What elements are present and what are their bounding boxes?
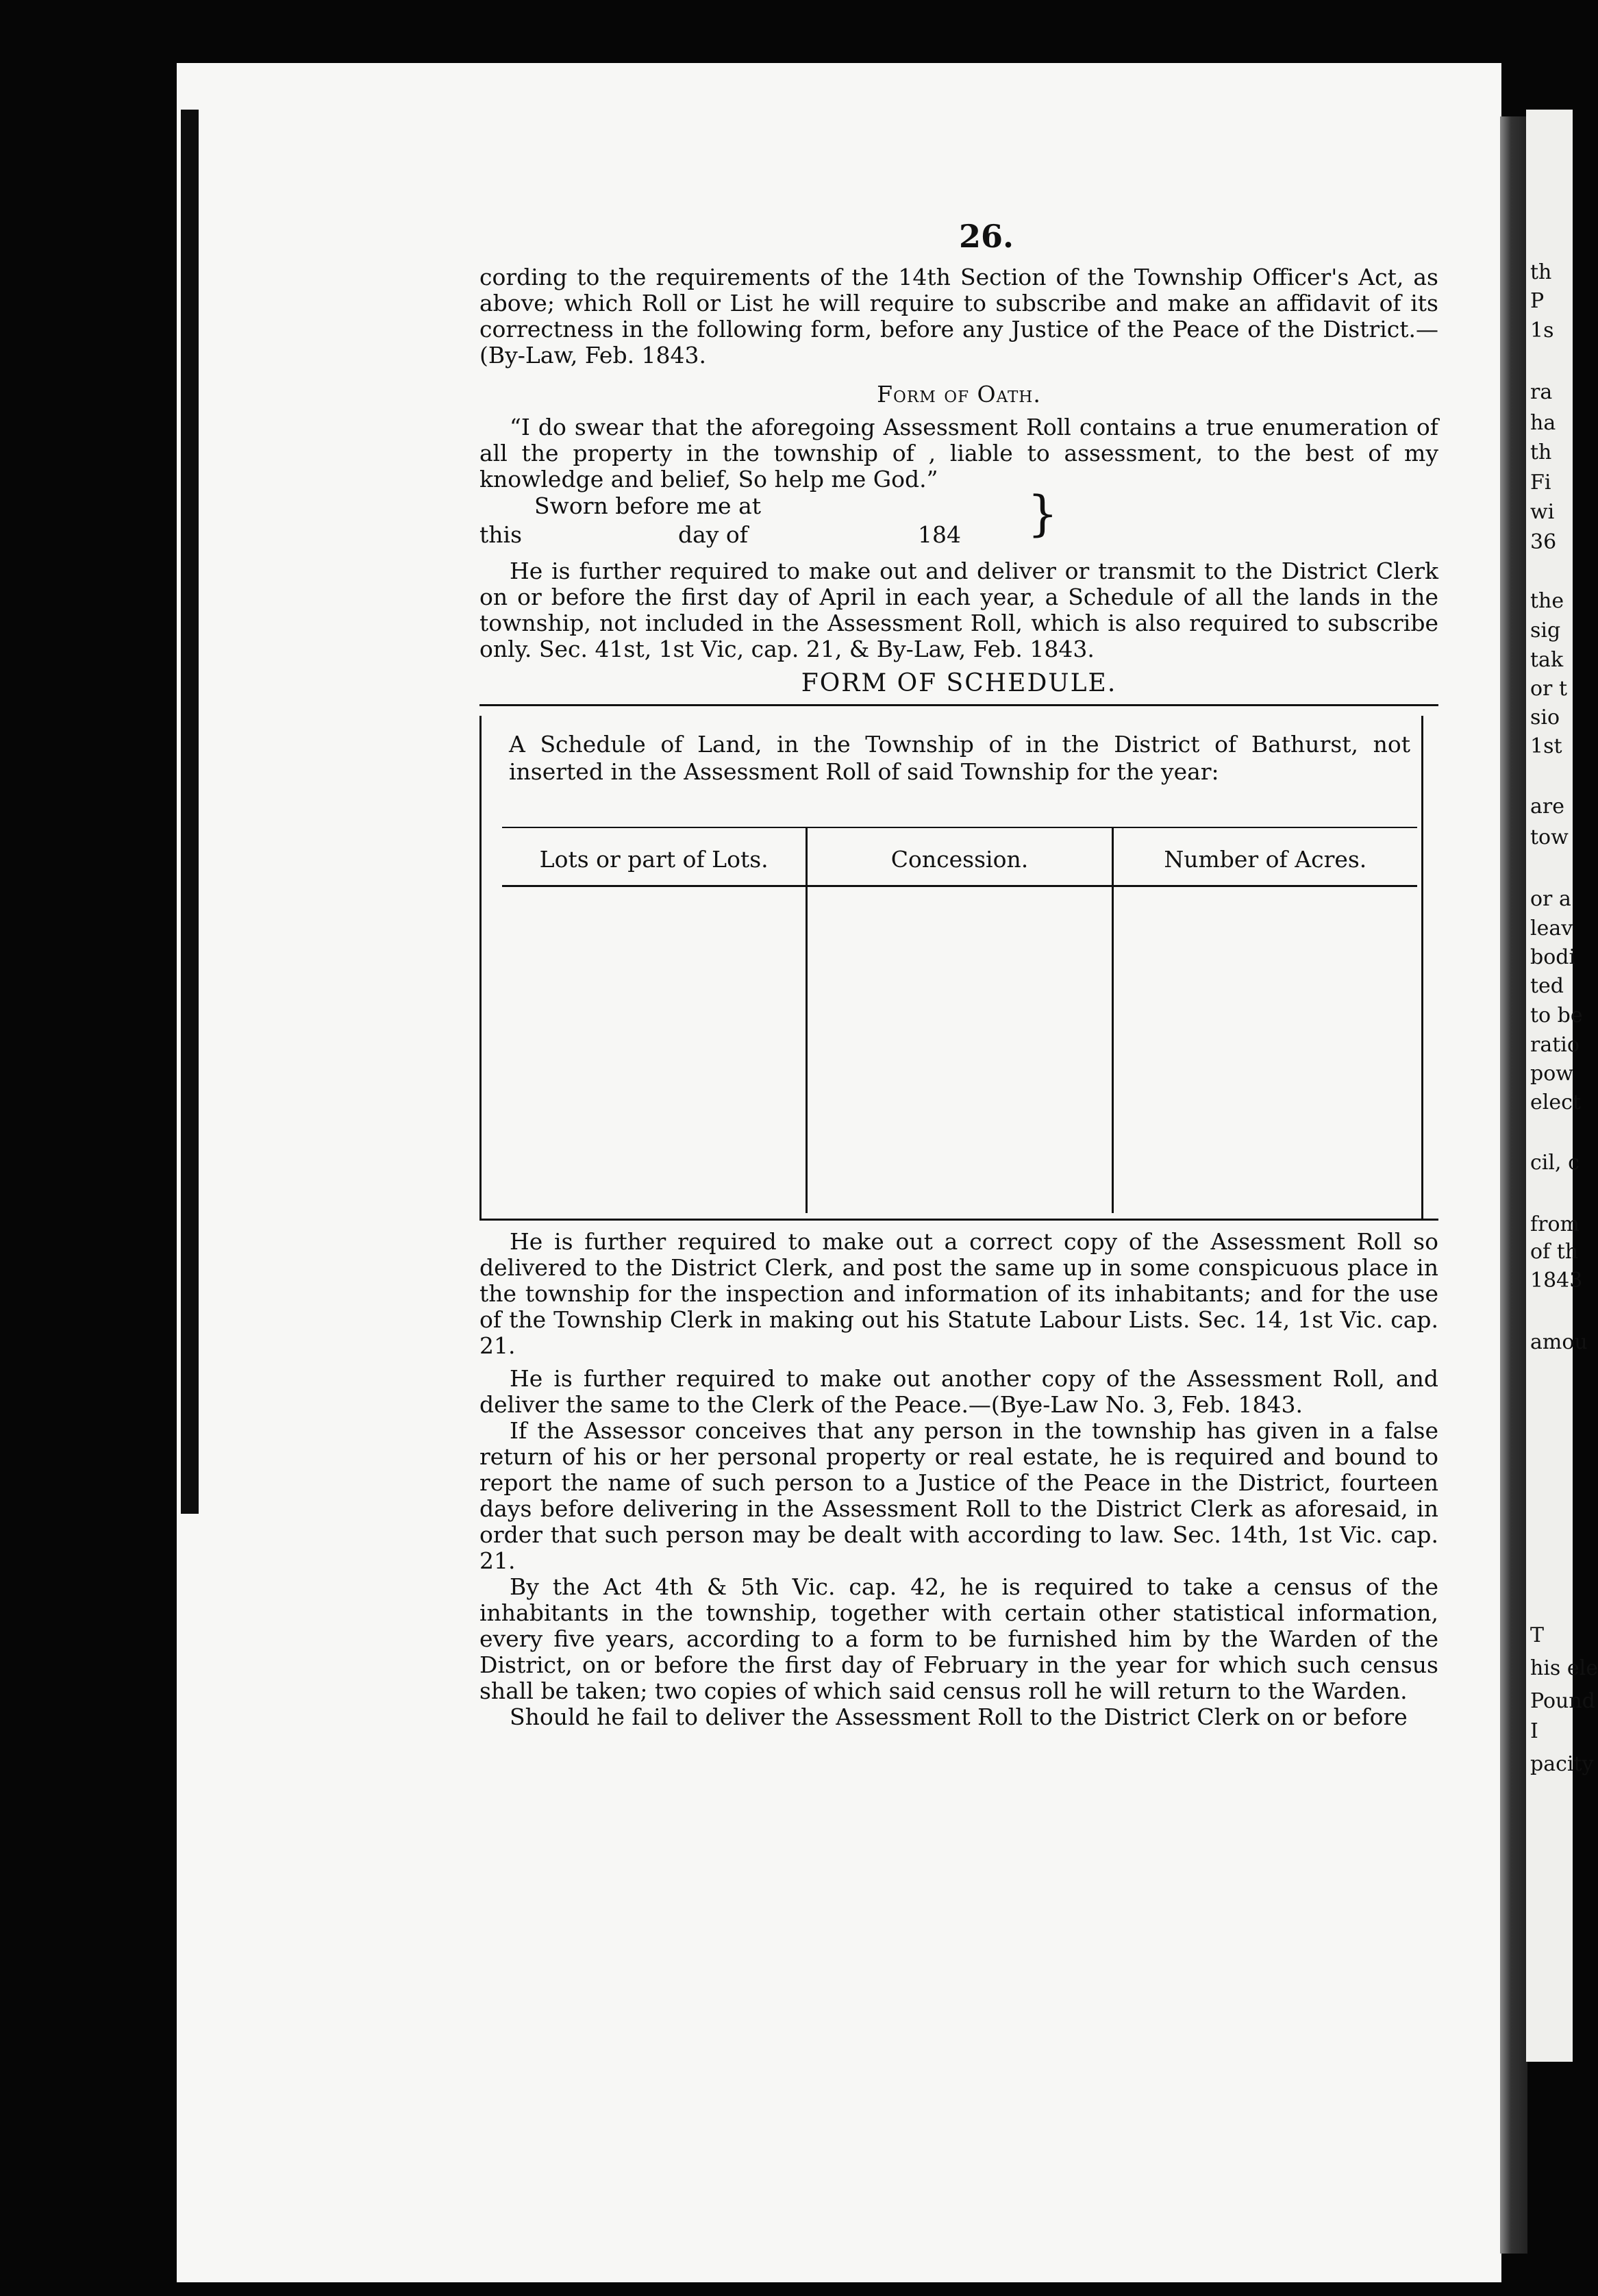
year-label: 184 bbox=[918, 521, 961, 548]
schedule-caption: A Schedule of Land, in the Township of in the District of Bathurst, not inserted in the Assessment Roll of said Township for the year: bbox=[509, 731, 1410, 785]
facing-page-fragment: tow bbox=[1530, 825, 1569, 849]
sworn-block bbox=[479, 486, 1438, 558]
facing-page-fragment: leav bbox=[1530, 916, 1573, 940]
intro-paragraph: cording to the requirements of the 14th Section of the Township Officer's Act, as above; which Roll or List he will require to subscribe and make an affidavit of its correctness in the following form, before any Justice of the Peace of the District.—(By-Law, Feb. 1843. bbox=[479, 264, 1438, 369]
schedule-column bbox=[502, 827, 806, 1213]
facing-page-fragment: elect bbox=[1530, 1090, 1581, 1114]
schedule-heading: FORM OF SCHEDULE. bbox=[801, 669, 1117, 697]
schedule-table bbox=[502, 827, 1417, 1213]
facing-page-fragment: his ele bbox=[1530, 1656, 1598, 1680]
column-header-lots: Lots or part of Lots. bbox=[502, 828, 806, 887]
facing-page-fragment: or t bbox=[1530, 677, 1567, 701]
facing-page-fragment: wi bbox=[1530, 500, 1555, 524]
facing-page-fragment: I bbox=[1530, 1719, 1538, 1743]
facing-page-fragment: Fi bbox=[1530, 471, 1551, 495]
facing-page-fragment: bodi bbox=[1530, 945, 1576, 969]
gutter-shadow bbox=[1500, 116, 1527, 2254]
schedule-column bbox=[806, 827, 1111, 1213]
facing-page-fragment: cil, c bbox=[1530, 1151, 1580, 1175]
schedule-form bbox=[479, 704, 1438, 1221]
facing-page-fragment: pacity bbox=[1530, 1752, 1594, 1776]
oath-heading: Form of Oath. bbox=[877, 381, 1041, 408]
facing-page-fragment: 1843 bbox=[1530, 1269, 1583, 1293]
paragraph: If the Assessor conceives that any person in the township has given in a false return of his or her personal property or real estate, he is required and bound to report the name of such person to a Justice of the Peace in the District, fourteen days before delivering in the Assessment Roll to the District Clerk as aforesaid, in order that such person may be dealt with according to law. Sec. 14th, 1st Vic. cap. 21. bbox=[479, 1417, 1438, 1574]
column-header-acres: Number of Acres. bbox=[1114, 828, 1417, 887]
facing-page-fragment: from bbox=[1530, 1212, 1580, 1236]
facing-page-fragment: th bbox=[1530, 260, 1552, 284]
facing-page-fragment: ted bbox=[1530, 974, 1564, 998]
facing-page-fragment: 1s bbox=[1530, 319, 1554, 342]
this-label: this bbox=[479, 521, 523, 548]
facing-page-fragment: to be bbox=[1530, 1003, 1583, 1027]
paragraph: He is further required to make out another copy of the Assessment Roll, and deliver the same to the Clerk of the Peace.—(Bye-Law No. 3, Feb. 1843. bbox=[479, 1365, 1438, 1418]
sworn-before-label: Sworn before me at bbox=[534, 492, 762, 519]
facing-page-fragment: ha bbox=[1530, 411, 1556, 435]
facing-page-fragment: ratio bbox=[1530, 1033, 1580, 1057]
facing-page-fragment: T bbox=[1530, 1623, 1545, 1647]
day-of-label: day of bbox=[678, 521, 749, 548]
facing-page-fragment: Pound bbox=[1530, 1689, 1595, 1713]
facing-page-fragment: or a bbox=[1530, 887, 1571, 911]
schedule-frame bbox=[479, 716, 1423, 1219]
facing-page-fragment: sio bbox=[1530, 706, 1560, 729]
facing-page-fragment: of th bbox=[1530, 1240, 1579, 1264]
brace-mark: } bbox=[1027, 486, 1058, 542]
facing-page-fragment: P bbox=[1530, 289, 1545, 313]
page-content bbox=[479, 226, 1438, 1730]
schedule-paragraph: He is further required to make out and deliver or transmit to the District Clerk on or before the first day of April in each year, a Schedule of all the lands in the township, not included in the Assessment Roll, which is also required to subscribe only. Sec. 41st, 1st Vic, cap. 21, & By-Law, Feb. 1843. bbox=[479, 558, 1438, 662]
facing-page-fragment: th bbox=[1530, 440, 1552, 464]
facing-page-fragment: ra bbox=[1530, 380, 1553, 404]
facing-page-fragment: the bbox=[1530, 589, 1564, 613]
facing-page-fragment: tak bbox=[1530, 648, 1564, 672]
facing-page-fragment: are bbox=[1530, 795, 1564, 819]
facing-page-fragment: pow bbox=[1530, 1062, 1573, 1086]
paragraph: He is further required to make out a correct copy of the Assessment Roll so delivered to the District Clerk, and post the same up in some conspicuous place in the township for the inspection and information of its inhabitants; and for the use of the Township Clerk in making out his Statute Labour Lists. Sec. 14, 1st Vic. cap. 21. bbox=[479, 1228, 1438, 1359]
facing-page-fragment: amou bbox=[1530, 1330, 1588, 1354]
facing-page-fragment: 1st bbox=[1530, 734, 1562, 758]
column-header-concession: Concession. bbox=[808, 828, 1111, 887]
binding-shadow bbox=[181, 110, 199, 1514]
oath-text: “I do swear that the aforegoing Assessment Roll contains a true enumeration of all the property in the township of , liable to assessment, to the best of my knowledge and belief, So help me God.” bbox=[479, 414, 1438, 492]
facing-page-fragment: sig bbox=[1530, 619, 1561, 642]
page-number: 26. bbox=[959, 218, 1014, 255]
paragraph: By the Act 4th & 5th Vic. cap. 42, he is required to take a census of the inhabitants in the township, together with certain other statistical information, every five years, according to a form to be furnished him by the Warden of the District, on or before the first day of February in the year for which such census shall be taken; two copies of which said census roll he will return to the Warden. bbox=[479, 1573, 1438, 1704]
schedule-column bbox=[1112, 827, 1417, 1213]
paragraph: Should he fail to deliver the Assessment Roll to the District Clerk on or before bbox=[510, 1704, 1408, 1730]
facing-page bbox=[1526, 110, 1598, 2062]
facing-page-fragment: 36 bbox=[1530, 530, 1557, 554]
